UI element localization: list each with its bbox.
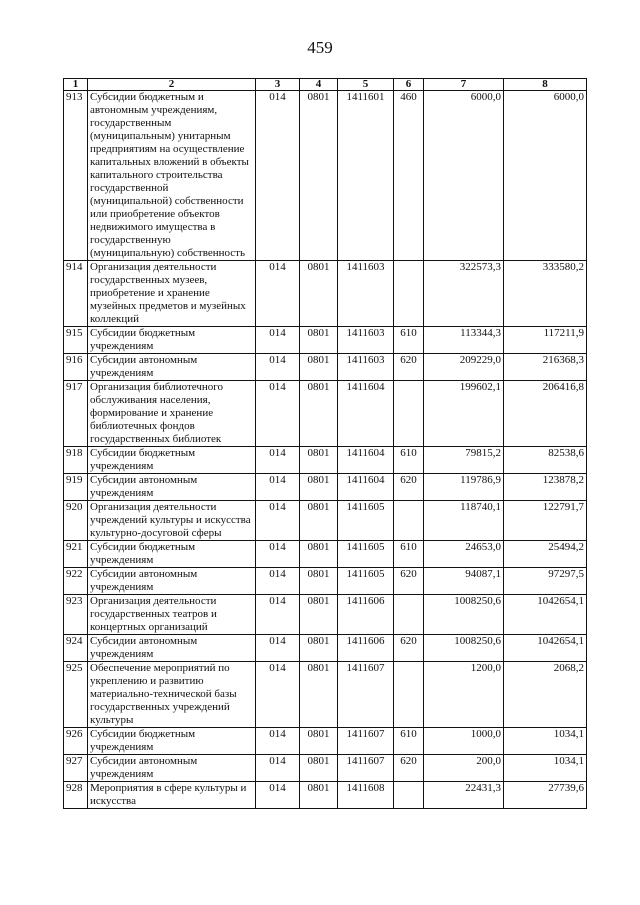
target-code: 1411608 [338,782,394,809]
ministry-code: 014 [256,501,300,541]
section-code: 0801 [300,662,338,728]
row-number: 928 [64,782,88,809]
section-code: 0801 [300,541,338,568]
amount-col7: 24653,0 [424,541,504,568]
target-code: 1411601 [338,91,394,261]
expense-type-code: 610 [394,447,424,474]
row-description: Субсидии бюджетным учреждениям [88,728,256,755]
amount-col7: 118740,1 [424,501,504,541]
amount-col8: 1034,1 [504,728,587,755]
row-description: Субсидии бюджетным и автономным учреждениям, государственным (муниципальным) унитарным предприятиям на осуществление капитальных вложений в объекты капитального строительства государственной (муниципальной) собственности или приобретение объектов недвижимого имущества в государственную (муниципальную) собственность [88,91,256,261]
amount-col8: 1042654,1 [504,595,587,635]
amount-col8: 2068,2 [504,662,587,728]
expense-type-code: 620 [394,474,424,501]
amount-col7: 322573,3 [424,261,504,327]
section-code: 0801 [300,91,338,261]
section-code: 0801 [300,327,338,354]
ministry-code: 014 [256,635,300,662]
section-code: 0801 [300,261,338,327]
table-row [64,501,587,541]
table-row [64,91,587,261]
amount-col8: 1034,1 [504,755,587,782]
row-description: Субсидии автономным учреждениям [88,755,256,782]
column-header-row [64,79,587,91]
amount-col7: 119786,9 [424,474,504,501]
table-row [64,568,587,595]
row-description: Обеспечение мероприятий по укреплению и развитию материально-технической базы государственных учреждений культуры [88,662,256,728]
expense-type-code: 610 [394,327,424,354]
ministry-code: 014 [256,354,300,381]
section-code: 0801 [300,568,338,595]
table-row [64,755,587,782]
row-number: 919 [64,474,88,501]
amount-col8: 122791,7 [504,501,587,541]
expense-type-code [394,261,424,327]
amount-col8: 117211,9 [504,327,587,354]
amount-col7: 1200,0 [424,662,504,728]
table-row [64,327,587,354]
amount-col7: 1008250,6 [424,595,504,635]
ministry-code: 014 [256,91,300,261]
target-code: 1411605 [338,501,394,541]
budget-table [63,78,587,809]
amount-col7: 22431,3 [424,782,504,809]
row-description: Субсидии автономным учреждениям [88,354,256,381]
target-code: 1411607 [338,728,394,755]
ministry-code: 014 [256,447,300,474]
amount-col8: 27739,6 [504,782,587,809]
row-description: Организация библиотечного обслуживания населения, формирование и хранение библиотечных фондов государственных библиотек [88,381,256,447]
section-code: 0801 [300,595,338,635]
column-header: 3 [256,79,300,91]
ministry-code: 014 [256,381,300,447]
section-code: 0801 [300,755,338,782]
expense-type-code [394,595,424,635]
target-code: 1411604 [338,474,394,501]
amount-col8: 1042654,1 [504,635,587,662]
target-code: 1411606 [338,595,394,635]
column-header: 7 [424,79,504,91]
table-row [64,595,587,635]
table-body [64,91,587,809]
ministry-code: 014 [256,541,300,568]
table-row [64,261,587,327]
row-number: 926 [64,728,88,755]
amount-col8: 6000,0 [504,91,587,261]
column-header: 2 [88,79,256,91]
table-row [64,635,587,662]
target-code: 1411603 [338,261,394,327]
target-code: 1411604 [338,381,394,447]
row-description: Организация деятельности учреждений культуры и искусства культурно-досуговой сферы [88,501,256,541]
row-number: 920 [64,501,88,541]
row-number: 922 [64,568,88,595]
column-header: 5 [338,79,394,91]
expense-type-code: 620 [394,568,424,595]
target-code: 1411603 [338,354,394,381]
amount-col7: 199602,1 [424,381,504,447]
ministry-code: 014 [256,474,300,501]
row-description: Субсидии бюджетным учреждениям [88,327,256,354]
page-number: 459 [307,38,333,57]
target-code: 1411603 [338,327,394,354]
amount-col8: 333580,2 [504,261,587,327]
amount-col7: 200,0 [424,755,504,782]
expense-type-code [394,782,424,809]
section-code: 0801 [300,728,338,755]
column-header: 6 [394,79,424,91]
expense-type-code: 610 [394,541,424,568]
table-row [64,447,587,474]
column-header: 8 [504,79,587,91]
row-number: 917 [64,381,88,447]
row-description: Субсидии бюджетным учреждениям [88,447,256,474]
table-row [64,354,587,381]
amount-col7: 6000,0 [424,91,504,261]
target-code: 1411607 [338,662,394,728]
target-code: 1411607 [338,755,394,782]
amount-col7: 113344,3 [424,327,504,354]
target-code: 1411605 [338,568,394,595]
row-number: 918 [64,447,88,474]
row-number: 915 [64,327,88,354]
row-number: 921 [64,541,88,568]
row-number: 914 [64,261,88,327]
table-row [64,474,587,501]
row-description: Субсидии бюджетным учреждениям [88,541,256,568]
row-number: 927 [64,755,88,782]
section-code: 0801 [300,447,338,474]
row-description: Организация деятельности государственных театров и концертных организаций [88,595,256,635]
ministry-code: 014 [256,261,300,327]
column-header: 1 [64,79,88,91]
ministry-code: 014 [256,782,300,809]
amount-col8: 216368,3 [504,354,587,381]
section-code: 0801 [300,501,338,541]
table-row [64,728,587,755]
expense-type-code: 460 [394,91,424,261]
amount-col8: 97297,5 [504,568,587,595]
amount-col7: 1008250,6 [424,635,504,662]
row-number: 923 [64,595,88,635]
section-code: 0801 [300,474,338,501]
row-description: Мероприятия в сфере культуры и искусства [88,782,256,809]
section-code: 0801 [300,635,338,662]
table-row [64,381,587,447]
column-header: 4 [300,79,338,91]
amount-col8: 123878,2 [504,474,587,501]
section-code: 0801 [300,354,338,381]
section-code: 0801 [300,381,338,447]
row-number: 913 [64,91,88,261]
expense-type-code: 620 [394,635,424,662]
row-description: Субсидии автономным учреждениям [88,474,256,501]
expense-type-code [394,381,424,447]
ministry-code: 014 [256,595,300,635]
expense-type-code: 610 [394,728,424,755]
expense-type-code: 620 [394,354,424,381]
expense-type-code [394,501,424,541]
amount-col8: 82538,6 [504,447,587,474]
target-code: 1411605 [338,541,394,568]
row-number: 924 [64,635,88,662]
row-description: Субсидии автономным учреждениям [88,568,256,595]
amount-col7: 94087,1 [424,568,504,595]
expense-type-code [394,662,424,728]
amount-col7: 209229,0 [424,354,504,381]
target-code: 1411606 [338,635,394,662]
amount-col8: 206416,8 [504,381,587,447]
row-number: 925 [64,662,88,728]
amount-col8: 25494,2 [504,541,587,568]
ministry-code: 014 [256,755,300,782]
table-row [64,541,587,568]
table-row [64,782,587,809]
ministry-code: 014 [256,728,300,755]
target-code: 1411604 [338,447,394,474]
row-number: 916 [64,354,88,381]
amount-col7: 79815,2 [424,447,504,474]
row-description: Организация деятельности государственных музеев, приобретение и хранение музейных предметов и музейных коллекций [88,261,256,327]
table-row [64,662,587,728]
ministry-code: 014 [256,662,300,728]
row-description: Субсидии автономным учреждениям [88,635,256,662]
amount-col7: 1000,0 [424,728,504,755]
expense-type-code: 620 [394,755,424,782]
ministry-code: 014 [256,327,300,354]
ministry-code: 014 [256,568,300,595]
section-code: 0801 [300,782,338,809]
